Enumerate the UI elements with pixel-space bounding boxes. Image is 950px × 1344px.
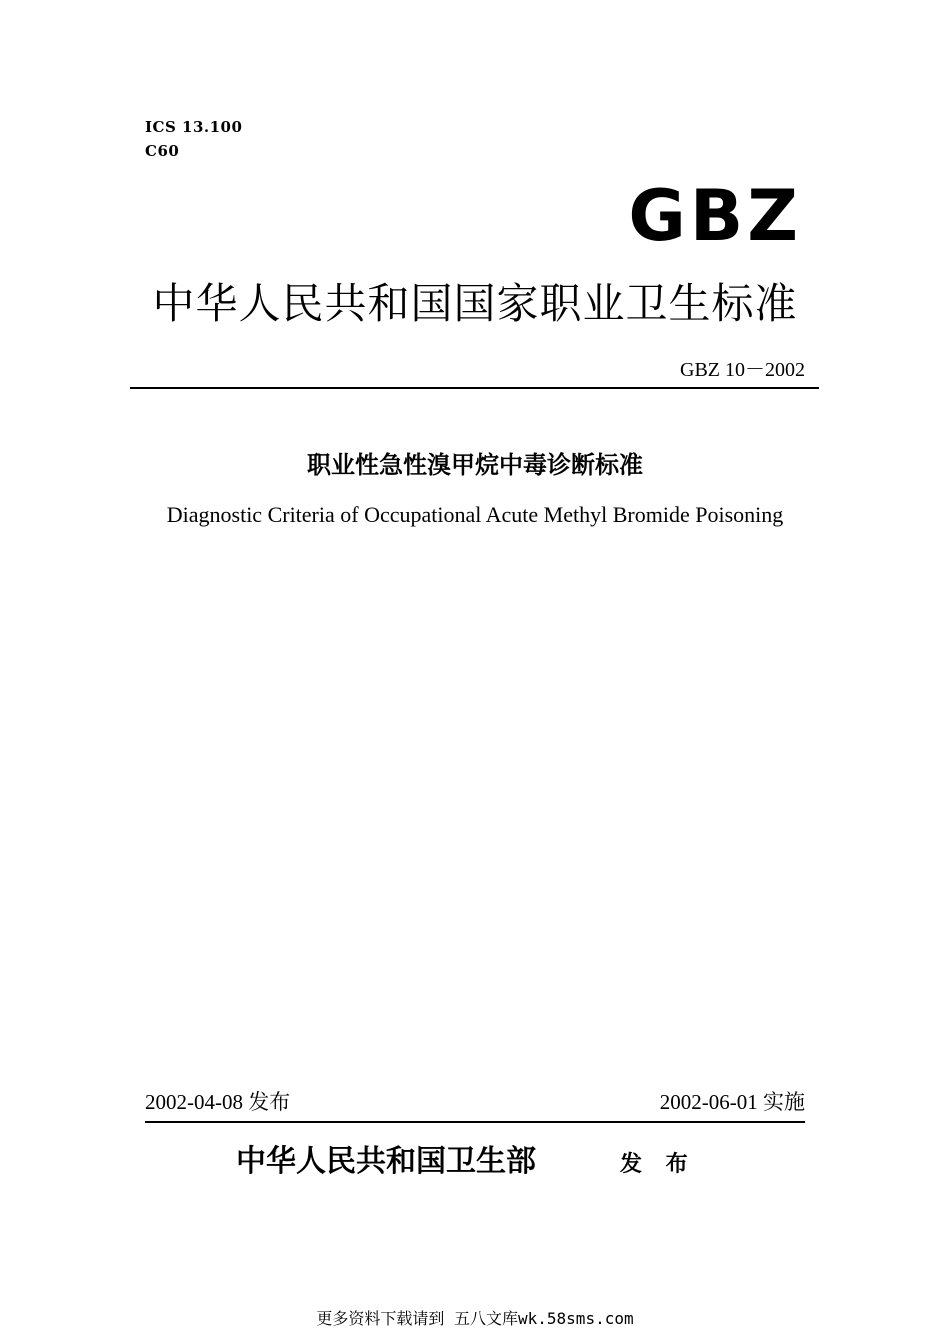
issuer-action: 发 布 — [620, 1152, 696, 1177]
footer-link[interactable]: 更多资料下载请到 五八文库wk.58sms.com — [316, 1309, 634, 1328]
issue-date: 2002-04-08 发布 — [145, 1090, 291, 1114]
bottom-divider — [145, 1121, 805, 1123]
title-english: Diagnostic Criteria of Occupational Acute Methyl Bromide Poisoning — [166, 502, 784, 527]
ics-code: ICS 13.100 — [145, 118, 243, 136]
standard-category: 中华人民共和国国家职业卫生标准 — [152, 279, 798, 328]
top-divider — [130, 387, 819, 389]
classification-code: C60 — [145, 142, 180, 160]
title-chinese: 职业性急性溴甲烷中毒诊断标准 — [307, 451, 643, 479]
issuer-name: 中华人民共和国卫生部 — [236, 1144, 536, 1179]
implementation-date: 2002-06-01 实施 — [659, 1090, 805, 1114]
standard-number: GBZ 10－2002 — [680, 359, 805, 381]
standard-mark: GBZ — [628, 175, 802, 257]
